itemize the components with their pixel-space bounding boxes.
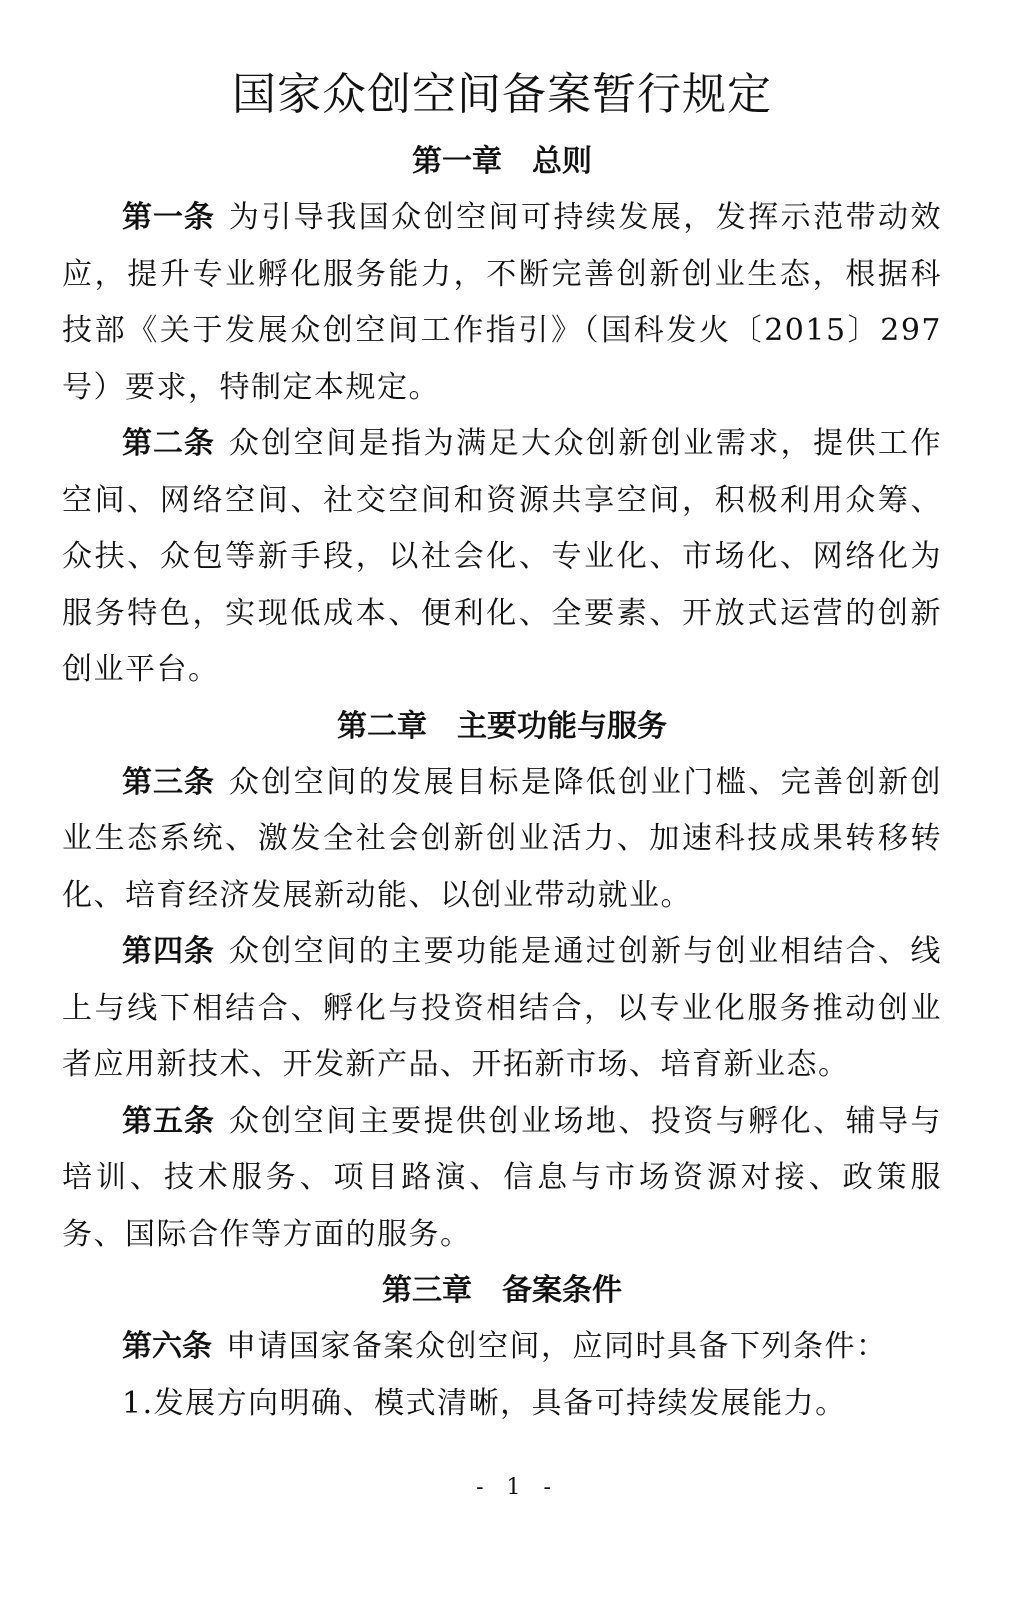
article-2 [62,416,942,699]
article-text: 众创空间的主要功能是通过创新与创业相结合、线上与线下相结合、孵化与投资相结合，以专业化服务推动创业者应用新技术、开发新产品、开拓新市场、培育新业态。 [62,934,942,1082]
article-5 [62,1094,942,1264]
list-item: 1.发展方向明确、模式清晰，具备可持续发展能力。 [122,1385,847,1421]
article-1 [62,190,942,416]
article-label: 第三条 [122,764,215,800]
article-3 [62,755,942,925]
article-text: 为引导我国众创空间可持续发展，发挥示范带动效应，提升专业孵化服务能力，不断完善创新创业生态，根据科技部《关于发展众创空间工作指引》（国科发火〔2015〕297号）要求，特制定本规定。 [62,200,942,405]
chapter-number: 第一章 [412,144,502,179]
article-4 [62,924,942,1094]
page-number: - 1 - [476,1475,559,1500]
article-label: 第四条 [122,934,215,969]
chapter-name: 总则 [532,144,592,179]
chapter-heading-1 [62,134,942,190]
chapter-heading-3 [62,1263,942,1319]
article-label: 第五条 [122,1103,215,1139]
document-title: 国家众创空间备案暂行规定 [232,69,772,120]
article-text: 众创空间是指为满足大众创新创业需求，提供工作空间、网络空间、社交空间和资源共享空间，积极利用众筹、众扶、众包等新手段，以社会化、专业化、市场化、网络化为服务特色，实现低成本、便利化、全要素、开放式运营的创新创业平台。 [62,426,942,687]
chapter-number: 第二章 [337,708,427,744]
chapter-name: 主要功能与服务 [457,708,667,744]
article-label: 第二条 [122,426,215,461]
article-text: 众创空间的发展目标是降低创业门槛、完善创新创业生态系统、激发全社会创新创业活力、加速科技成果转移转化、培育经济发展新动能、以创业带动就业。 [62,764,942,913]
article-label: 第六条 [122,1329,212,1364]
chapter-heading-2 [62,699,942,755]
article-text: 众创空间主要提供创业场地、投资与孵化、辅导与培训、技术服务、项目路演、信息与市场资源对接、政策服务、国际合作等方面的服务。 [62,1103,942,1252]
chapter-number: 第三章 [382,1273,472,1308]
document-page [62,60,942,1432]
article-6 [62,1319,942,1376]
article-label: 第一条 [122,200,215,235]
article-text: 申请国家备案众创空间，应同时具备下列条件： [226,1329,888,1364]
chapter-name: 备案条件 [502,1273,622,1308]
